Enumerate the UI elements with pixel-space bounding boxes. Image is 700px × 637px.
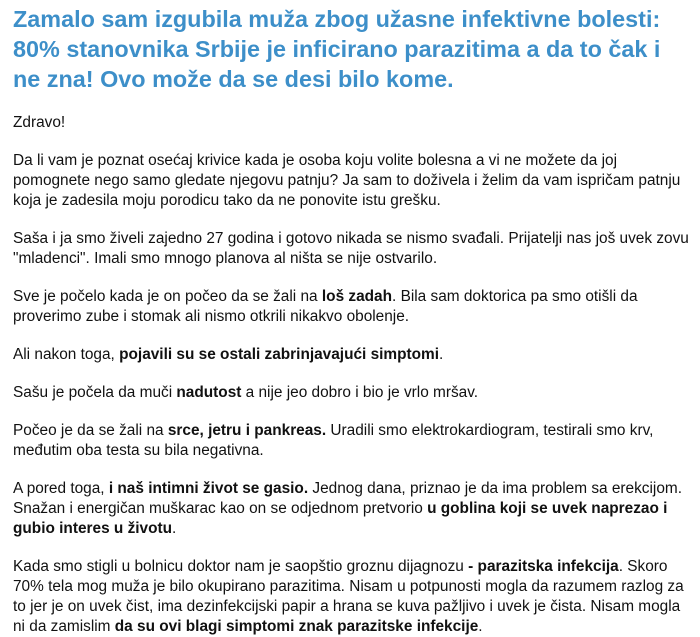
paragraph bbox=[13, 151, 692, 211]
paragraph bbox=[13, 479, 692, 539]
paragraph-text: a nije jeo dobro i bio je vrlo mršav. bbox=[241, 384, 479, 401]
paragraph-text: Da li vam je poznat osećaj krivice kada je osoba koju volite bolesna a vi ne možete da joj pomognete nego samo gledate njegovu patnju? Ja sam to doživela i želim da vam ispričam patnju koja je zadesila moju porodicu tako da ne ponovite istu grešku. bbox=[13, 152, 681, 209]
paragraph-text: . bbox=[439, 346, 444, 363]
paragraph-text: . bbox=[478, 618, 483, 635]
bold-text: srce, jetru i pankreas. bbox=[167, 422, 327, 439]
paragraph-text: Saša i ja smo živeli zajedno 27 godina i gotovo nikada se nismo svađali. Prijatelji nas još uvek zovu "mladenci". Imali smo mnogo planova al ništa se nije ostvarilo. bbox=[13, 230, 689, 267]
paragraph-text: Jednog dana, priznao je da ima problem sa erekcijom. Snažan i energičan muškarac kao on se odjednom pretvorio bbox=[13, 480, 682, 517]
bold-text: loš zadah bbox=[321, 288, 393, 305]
paragraph bbox=[13, 229, 692, 269]
paragraph-text: . Bila sam doktorica pa smo otišli da proverimo zube i stomak ali nismo otkrili nikakvo obolenje. bbox=[13, 288, 638, 325]
paragraph-text: Zdravo! bbox=[13, 114, 66, 131]
paragraph bbox=[13, 287, 692, 327]
paragraph-text: Sašu je počela da muči bbox=[13, 384, 177, 401]
paragraph bbox=[13, 345, 692, 365]
bold-text: - parazitska infekcija bbox=[468, 558, 619, 575]
paragraph bbox=[13, 113, 692, 133]
bold-text: u goblina koji se uvek naprezao i gubio interes u životu bbox=[13, 500, 668, 537]
paragraph bbox=[13, 557, 692, 637]
paragraph bbox=[13, 421, 692, 461]
paragraph-text: A pored toga, bbox=[13, 480, 109, 497]
paragraph-text: . Skoro 70% tela mog muža je bilo okupirano parazitima. Nisam u potpunosti mogla da razumem razlog za to jer je on uvek čist, ima dezinfekcijski papir a hrana se kuva pažljivo i uvek je čista. Nisam mogla ni da zamislim bbox=[13, 558, 684, 635]
article-body bbox=[13, 113, 692, 637]
bold-text: pojavili su se ostali zabrinjavajući simptomi bbox=[119, 346, 439, 363]
bold-text: i naš intimni život se gasio. bbox=[108, 480, 309, 497]
paragraph-text: Uradili smo elektrokardiogram, testirali smo krv, međutim oba testa su bila negativna. bbox=[13, 422, 654, 459]
paragraph-text: Sve je počelo kada je on počeo da se žali na bbox=[13, 288, 322, 305]
paragraph bbox=[13, 383, 692, 403]
bold-text: nadutost bbox=[176, 384, 242, 401]
paragraph-text: . bbox=[172, 520, 177, 537]
bold-text: da su ovi blagi simptomi znak parazitske infekcije bbox=[114, 618, 479, 635]
paragraph-text: Ali nakon toga, bbox=[13, 346, 120, 363]
paragraph-text: Počeo je da se žali na bbox=[13, 422, 168, 439]
paragraph-text: Kada smo stigli u bolnicu doktor nam je saopštio groznu dijagnozu bbox=[13, 558, 469, 575]
article-headline: Zamalo sam izgubila muža zbog užasne infektivne bolesti: 80% stanovnika Srbije je inficirano parazitima a da to čak i ne zna! Ovo može da se desi bilo kome. bbox=[13, 6, 661, 92]
